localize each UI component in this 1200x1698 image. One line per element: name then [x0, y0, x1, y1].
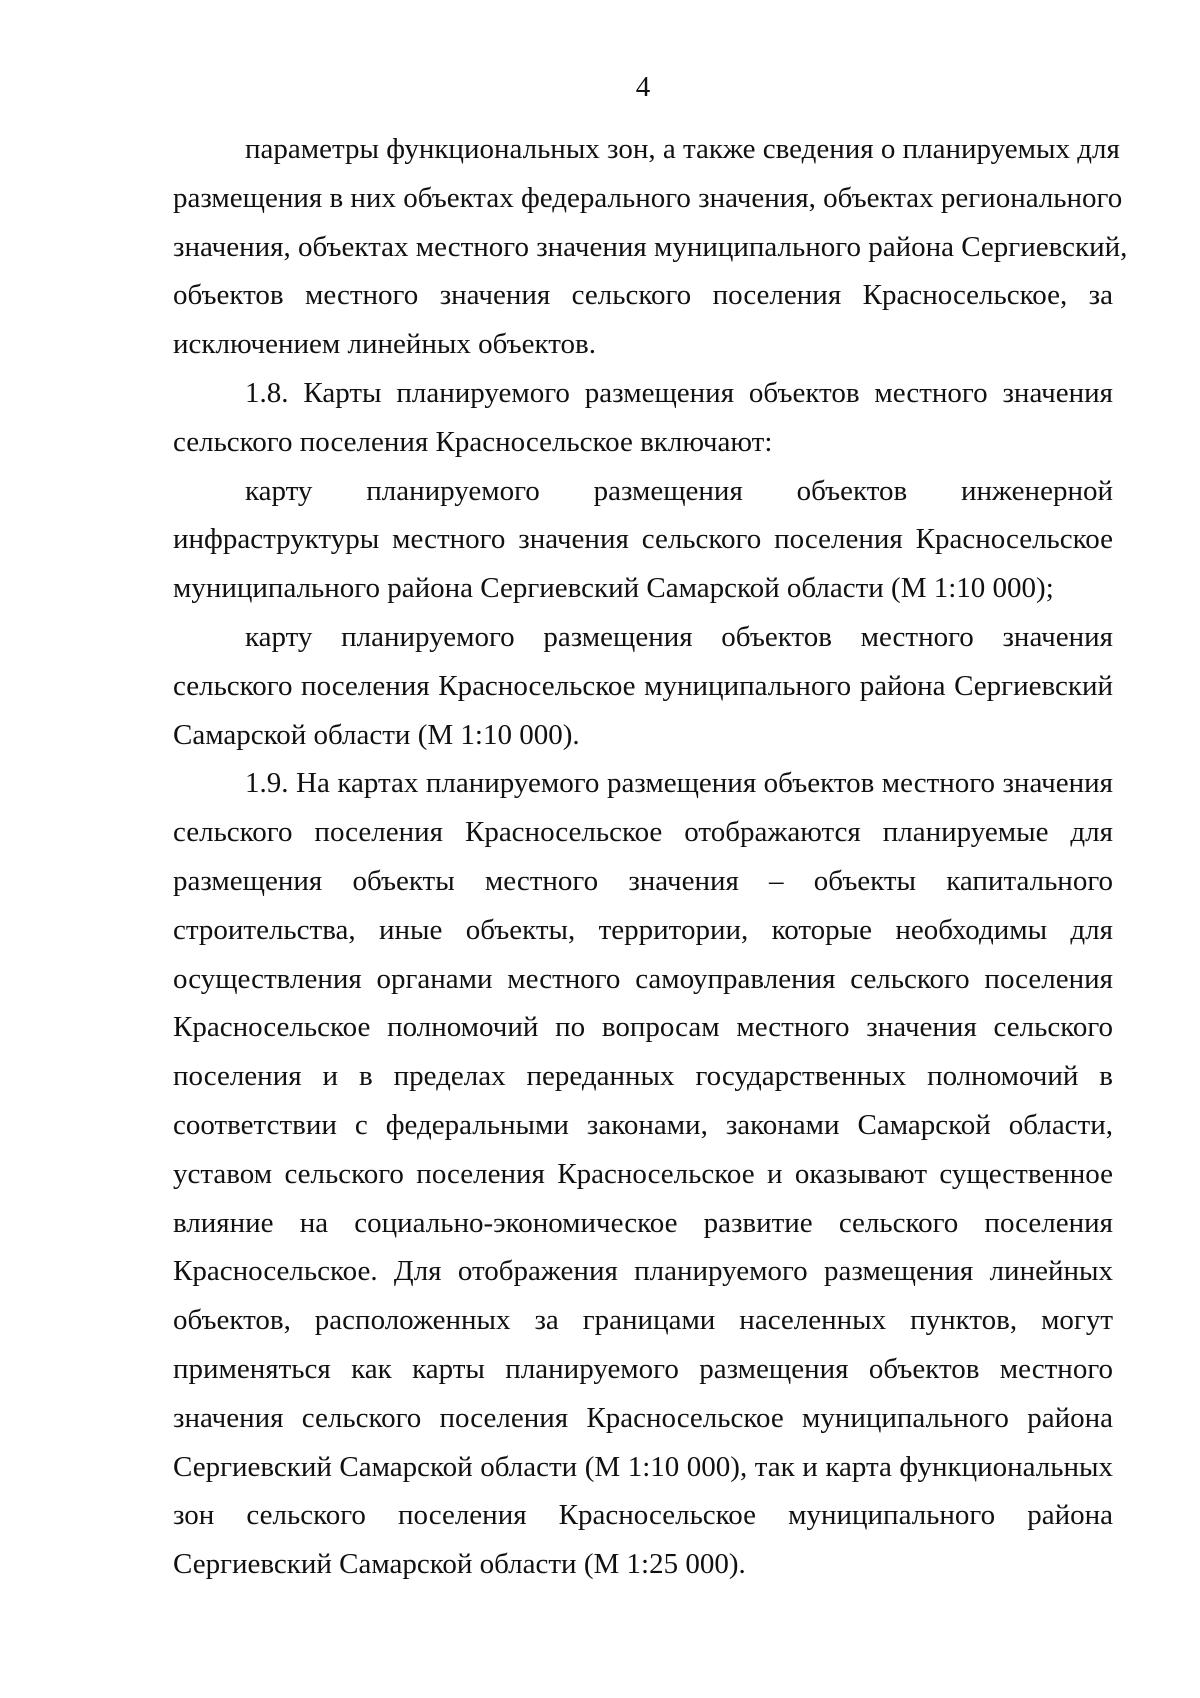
text-line: Сергиевский Самарской области (М 1:25 000). — [173, 1548, 746, 1581]
text-line: размещения в них объектах федерального значения, объектах регионального — [173, 181, 1123, 214]
text-line: значения сельского поселения Красносельское муниципального района — [173, 1401, 1113, 1434]
text-line: Самарской области (М 1:10 000). — [173, 718, 580, 751]
text-line: осуществления органами местного самоуправления сельского поселения — [173, 962, 1113, 995]
text-line: применяться как карты планируемого размещения объектов местного — [173, 1352, 1113, 1385]
text-line: размещения объекты местного значения – объекты капитального — [173, 864, 1113, 897]
text-line: соответствии с федеральными законами, законами Самарской области, — [173, 1108, 1113, 1141]
document-body — [173, 125, 1128, 1589]
text-line: уставом сельского поселения Красносельское и оказывают существенное — [173, 1157, 1113, 1190]
text-line: объектов местного значения сельского поселения Красносельское, за — [173, 279, 1113, 312]
section-1-9-heading-line: 1.9. На картах планируемого размещения объектов местного значения — [245, 767, 1113, 800]
text-line: сельского поселения Красносельское муниципального района Сергиевский — [173, 669, 1113, 702]
text-line: сельского поселения Красносельское включают: — [173, 425, 773, 458]
text-line: инфраструктуры местного значения сельского поселения Красносельское — [173, 523, 1113, 556]
text-line: значения, объектах местного значения муниципального района Сергиевский, — [173, 230, 1128, 263]
text-line: поселения и в пределах переданных государственных полномочий в — [173, 1060, 1113, 1093]
text-line: объектов, расположенных за границами населенных пунктов, могут — [173, 1304, 1113, 1337]
text-line: строительства, иные объекты, территории, которые необходимы для — [173, 913, 1113, 946]
text-line: Красносельское полномочий по вопросам местного значения сельского — [173, 1011, 1113, 1044]
text-line: сельского поселения Красносельское отображаются планируемые для — [173, 816, 1113, 849]
list-item-line: карту планируемого размещения объектов инженерной — [245, 474, 1113, 507]
list-item-line: карту планируемого размещения объектов местного значения — [245, 620, 1113, 653]
text-line: Красносельское. Для отображения планируемого размещения линейных — [173, 1255, 1113, 1288]
text-line: муниципального района Сергиевский Самарской области (М 1:10 000); — [173, 572, 1054, 605]
text-line: зон сельского поселения Красносельское муниципального района — [173, 1499, 1113, 1532]
text-line: влияние на социально-экономическое развитие сельского поселения — [173, 1206, 1113, 1239]
section-1-8-heading-line: 1.8. Карты планируемого размещения объектов местного значения — [245, 376, 1113, 409]
page-number: 4 — [635, 71, 651, 103]
text-line: Сергиевский Самарской области (М 1:10 000), так и карта функциональных — [173, 1450, 1113, 1483]
text-line: параметры функциональных зон, а также сведения о планируемых для — [245, 133, 1120, 165]
text-line: исключением линейных объектов. — [173, 328, 596, 361]
